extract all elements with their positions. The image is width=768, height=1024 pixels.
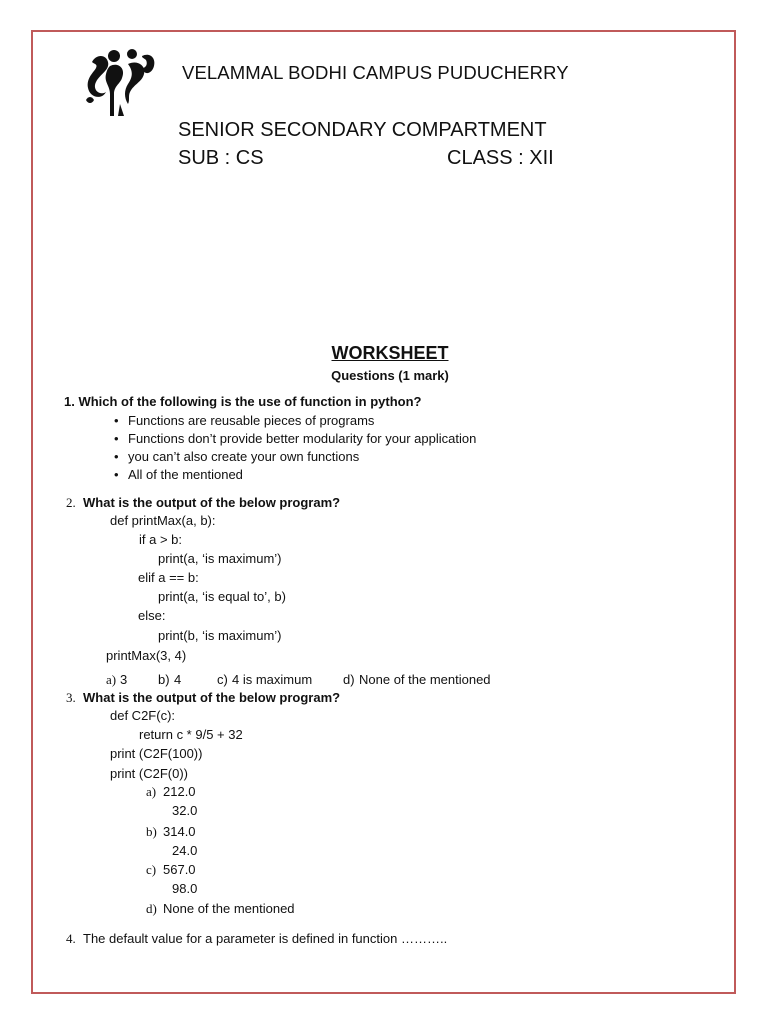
q2-option-label: d)	[343, 672, 355, 687]
q2-option-text: 4	[174, 672, 182, 687]
q3-option-value: None of the mentioned	[163, 901, 295, 916]
q1-bullet: • you can’t also create your own functions	[128, 449, 359, 464]
q3-option-label: d)	[146, 901, 157, 916]
question-4: The default value for a parameter is defined in function ………..	[83, 931, 448, 946]
exam-title: SENIOR SECONDARY COMPARTMENT	[178, 119, 547, 141]
school-name: VELAMMAL BODHI CAMPUS PUDUCHERRY	[182, 62, 569, 83]
q2-option-text: None of the mentioned	[359, 672, 491, 687]
question-2: What is the output of the below program?	[83, 495, 341, 510]
q3-option-value: 24.0	[172, 843, 198, 858]
q3-option-value: 32.0	[172, 803, 198, 818]
q2-code-line: print(a, ‘is equal to’, b)	[158, 589, 286, 604]
q1-bullet: • All of the mentioned	[128, 467, 243, 482]
q2-option-text: 3	[120, 672, 128, 687]
q3-code-line: return c * 9/5 + 32	[139, 727, 243, 742]
q4-number: 4.	[66, 931, 76, 946]
q1-bullet: • Functions don’t provide better modularity for your application	[128, 431, 476, 446]
q3-option-value: 567.0	[163, 862, 196, 877]
page-border	[31, 30, 736, 994]
q3-option-label: b)	[146, 824, 157, 839]
q3-option-value: 314.0	[163, 824, 196, 839]
q1-bullet: • Functions are reusable pieces of programs	[128, 413, 374, 428]
q2-code-line: else:	[138, 608, 166, 623]
worksheet-title: WORKSHEET	[331, 343, 449, 363]
q2-option-label: b)	[158, 672, 170, 687]
question-1: 1. Which of the following is the use of function in python?	[64, 394, 422, 409]
worksheet-subtitle: Questions (1 mark)	[331, 368, 449, 383]
q3-option-value: 98.0	[172, 881, 198, 896]
class-label: CLASS : XII	[447, 147, 554, 169]
q3-number: 3.	[66, 690, 76, 705]
q2-number: 2.	[66, 495, 76, 510]
q2-option-label: c)	[217, 672, 228, 687]
q2-code-line: elif a == b:	[138, 570, 199, 585]
q2-code-line: printMax(3, 4)	[106, 648, 187, 663]
q2-option-label: a)	[106, 672, 117, 687]
q3-option-value: 212.0	[163, 784, 196, 799]
q2-code-line: def printMax(a, b):	[110, 513, 216, 528]
q3-option-label: a)	[146, 784, 157, 799]
q2-code-line: if a > b:	[139, 532, 182, 547]
q2-option-text: 4 is maximum	[232, 672, 313, 687]
school-logo	[84, 48, 156, 116]
subject-label: SUB : CS	[178, 147, 264, 169]
q3-code-line: print (C2F(0))	[110, 766, 189, 781]
q3-option-label: c)	[146, 862, 157, 877]
q3-code-line: def C2F(c):	[110, 708, 176, 723]
q2-code-line: print(a, ‘is maximum’)	[158, 551, 282, 566]
question-3: What is the output of the below program?	[83, 690, 341, 705]
q3-code-line: print (C2F(100))	[110, 746, 203, 761]
q2-code-line: print(b, ‘is maximum’)	[158, 628, 282, 643]
